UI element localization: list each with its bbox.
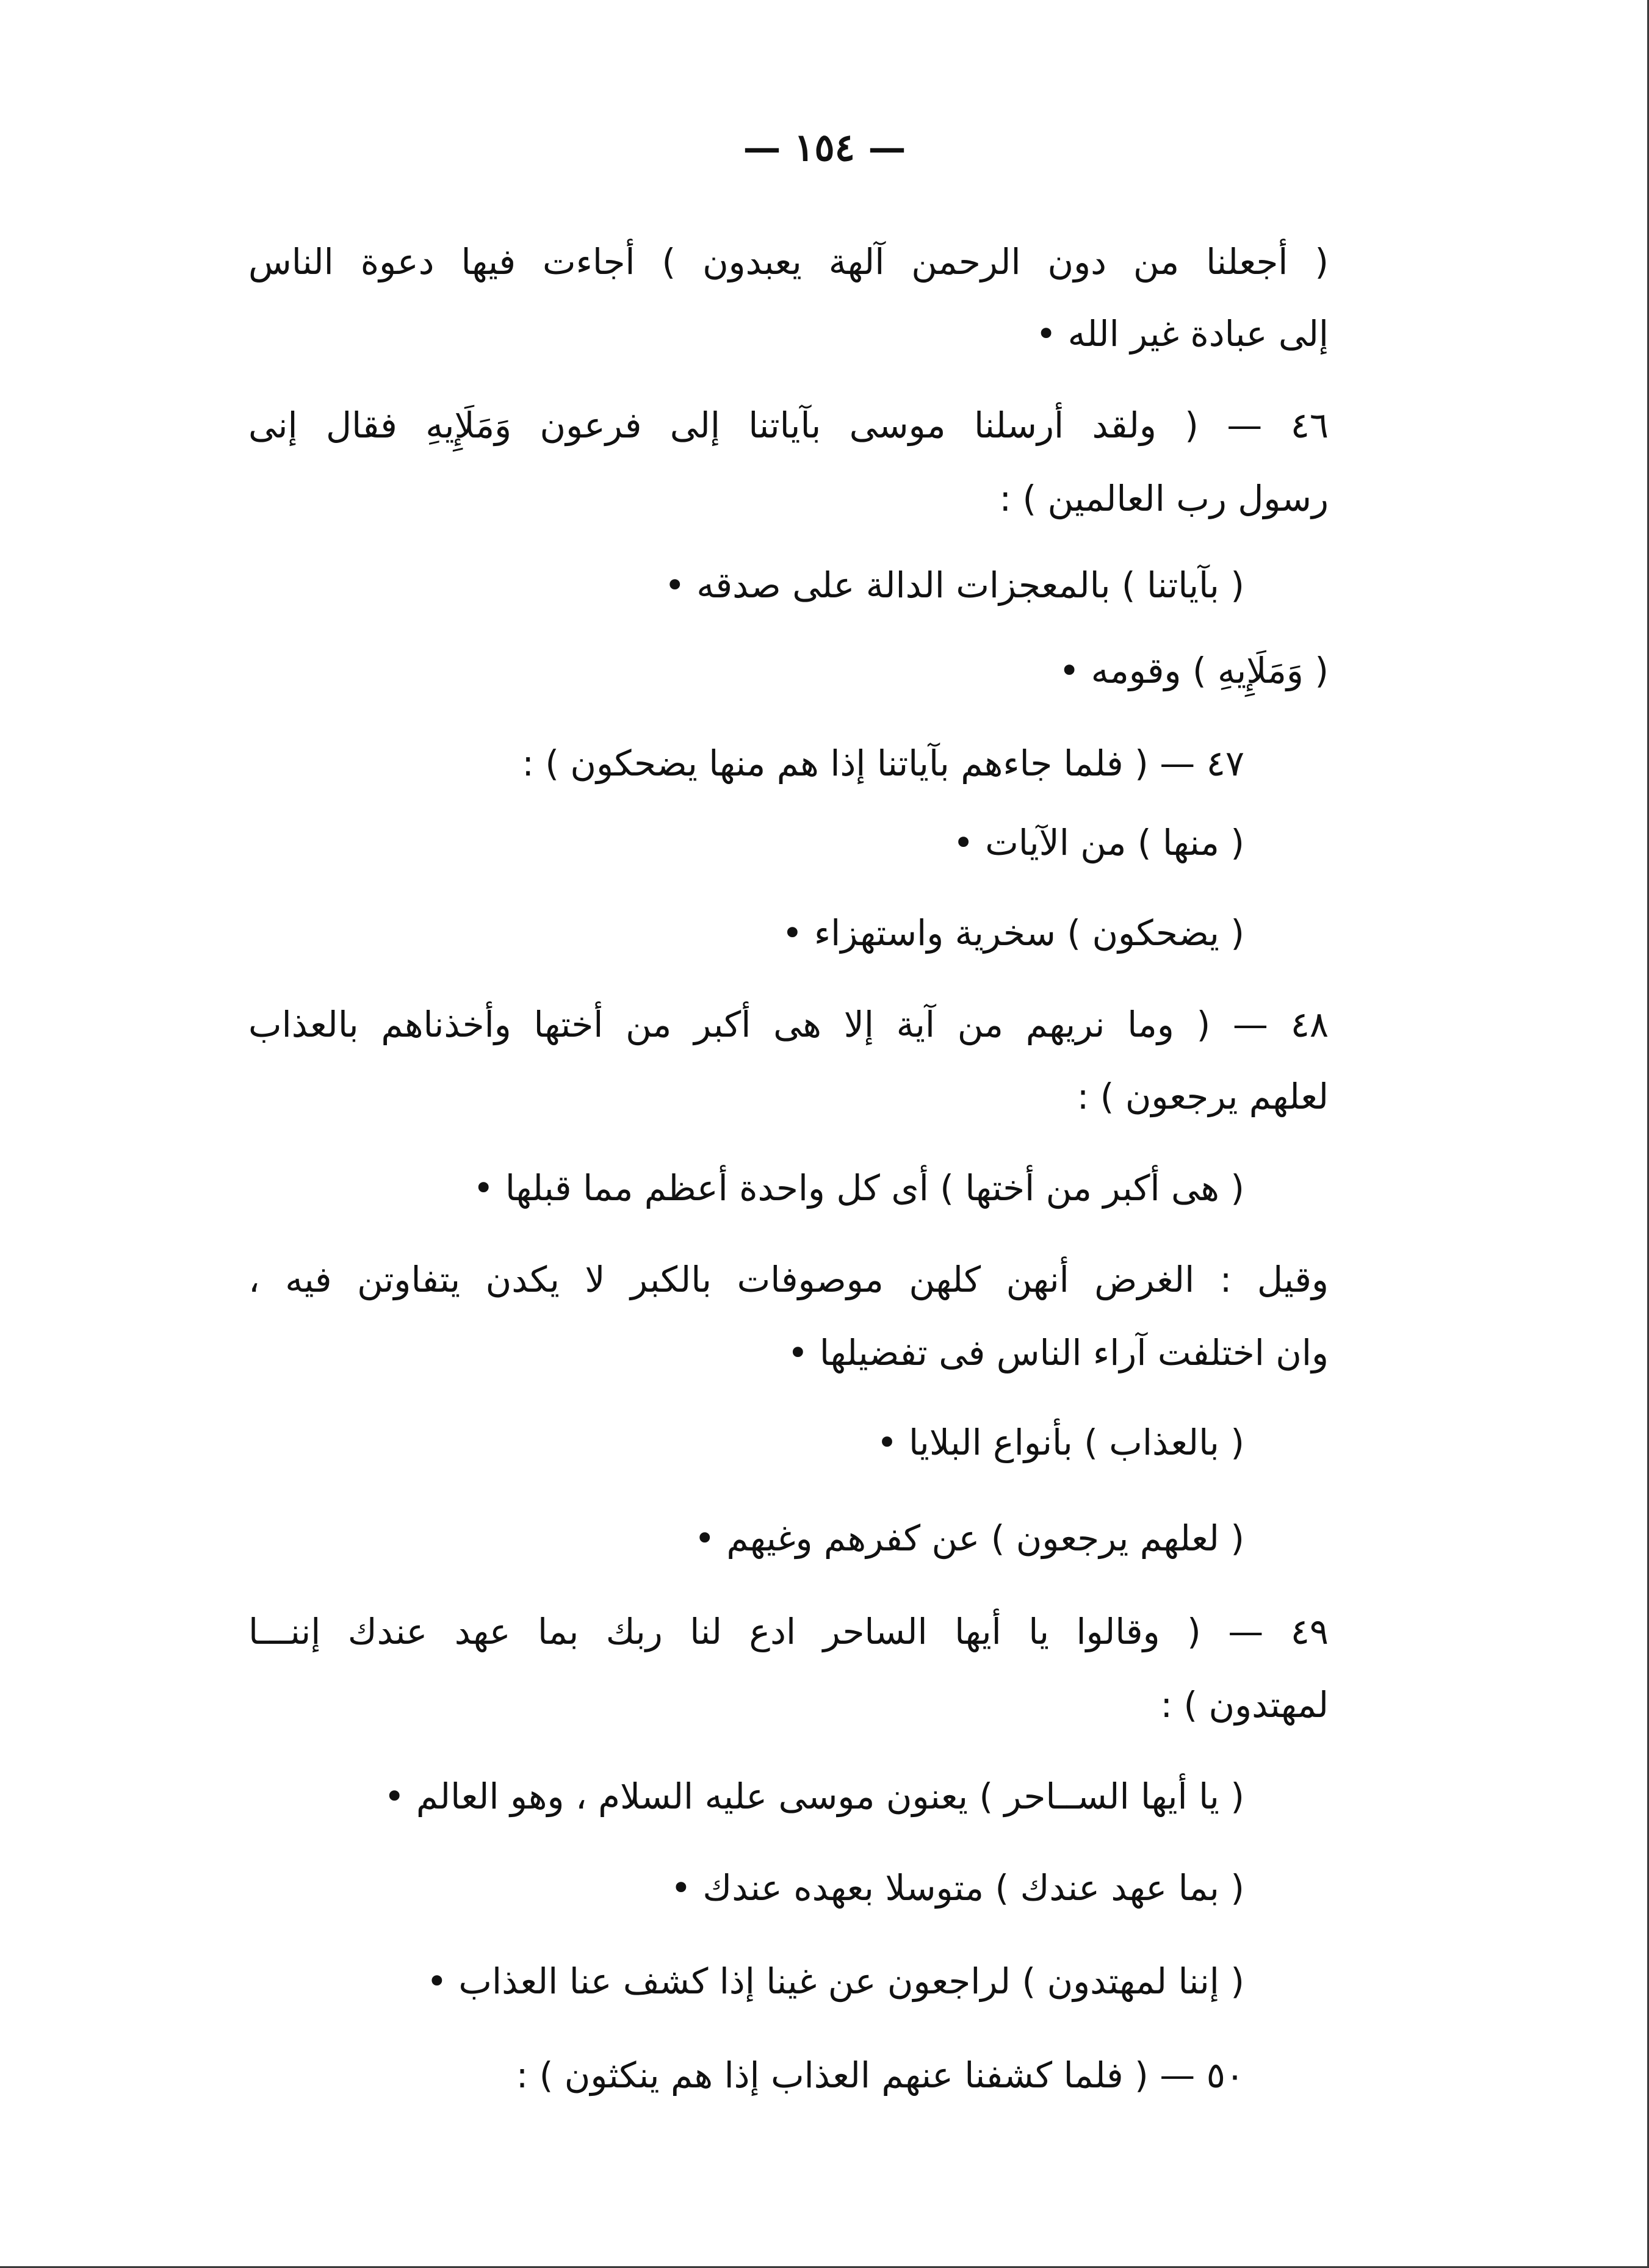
- text-line: رسول رب العالمين ) :: [999, 478, 1329, 519]
- text-line: ٥٠ — ( فلما كشفنا عنهم العذاب إذا هم ينكثون ) :: [516, 2054, 1244, 2096]
- text-line: ( منها ) من الآيات •: [953, 822, 1244, 863]
- text-line: ( لعلهم يرجعون ) عن كفرهم وغيهم •: [694, 1517, 1244, 1559]
- text-line: ٤٧ — ( فلما جاءهم بآياتنا إذا هم منها يضحكون ) :: [522, 743, 1244, 784]
- text-line: ٤٦ — ( ولقد أرسلنا موسى بآياتنا إلى فرعون وَمَلَإِيهِ فقال إنى: [248, 405, 1329, 446]
- text-line: ( وَمَلَإِيهِ ) وقومه •: [1059, 650, 1329, 691]
- text-line: إلى عبادة غير الله •: [1035, 313, 1329, 355]
- text-line: ( إننا لمهتدون ) لراجعون عن غينا إذا كشف عنا العذاب •: [426, 1960, 1244, 2002]
- text-line: ٤٨ — ( وما نريهم من آية إلا هى أكبر من أختها وأخذناهم بالعذاب: [248, 1004, 1329, 1045]
- text-line: لمهتدون ) :: [1160, 1684, 1329, 1726]
- text-line: ( بالعذاب ) بأنواع البلايا •: [876, 1422, 1244, 1463]
- text-line: ( بما عهد عندك ) متوسلا بعهده عندك •: [670, 1867, 1244, 1909]
- text-line: وان اختلفت آراء الناس فى تفضيلها •: [787, 1332, 1329, 1373]
- text-line: ( يا أيها الســاحر ) يعنون موسى عليه السلام ، وهو العالم •: [384, 1776, 1244, 1817]
- text-line: ( بآياتنا ) بالمعجزات الدالة على صدقه •: [664, 564, 1244, 606]
- text-line: ( يضحكون ) سخرية واستهزاء •: [782, 912, 1244, 954]
- text-line: ( أجعلنا من دون الرحمن آلهة يعبدون ) أجاءت فيها دعوة الناس: [248, 241, 1329, 283]
- text-line: وقيل : الغرض أنهن كلهن موصوفات بالكبر لا يكدن يتفاوتن فيه ،: [248, 1259, 1329, 1300]
- text-line: ٤٩ — ( وقالوا يا أيها الساحر ادع لنا ربك بما عهد عندك إننـــا: [248, 1611, 1329, 1652]
- page-number: — ١٥٤ —: [743, 125, 906, 170]
- text-line: لعلهم يرجعون ) :: [1077, 1076, 1329, 1117]
- text-line: ( هى أكبر من أختها ) أى كل واحدة أعظم مما قبلها •: [473, 1167, 1244, 1209]
